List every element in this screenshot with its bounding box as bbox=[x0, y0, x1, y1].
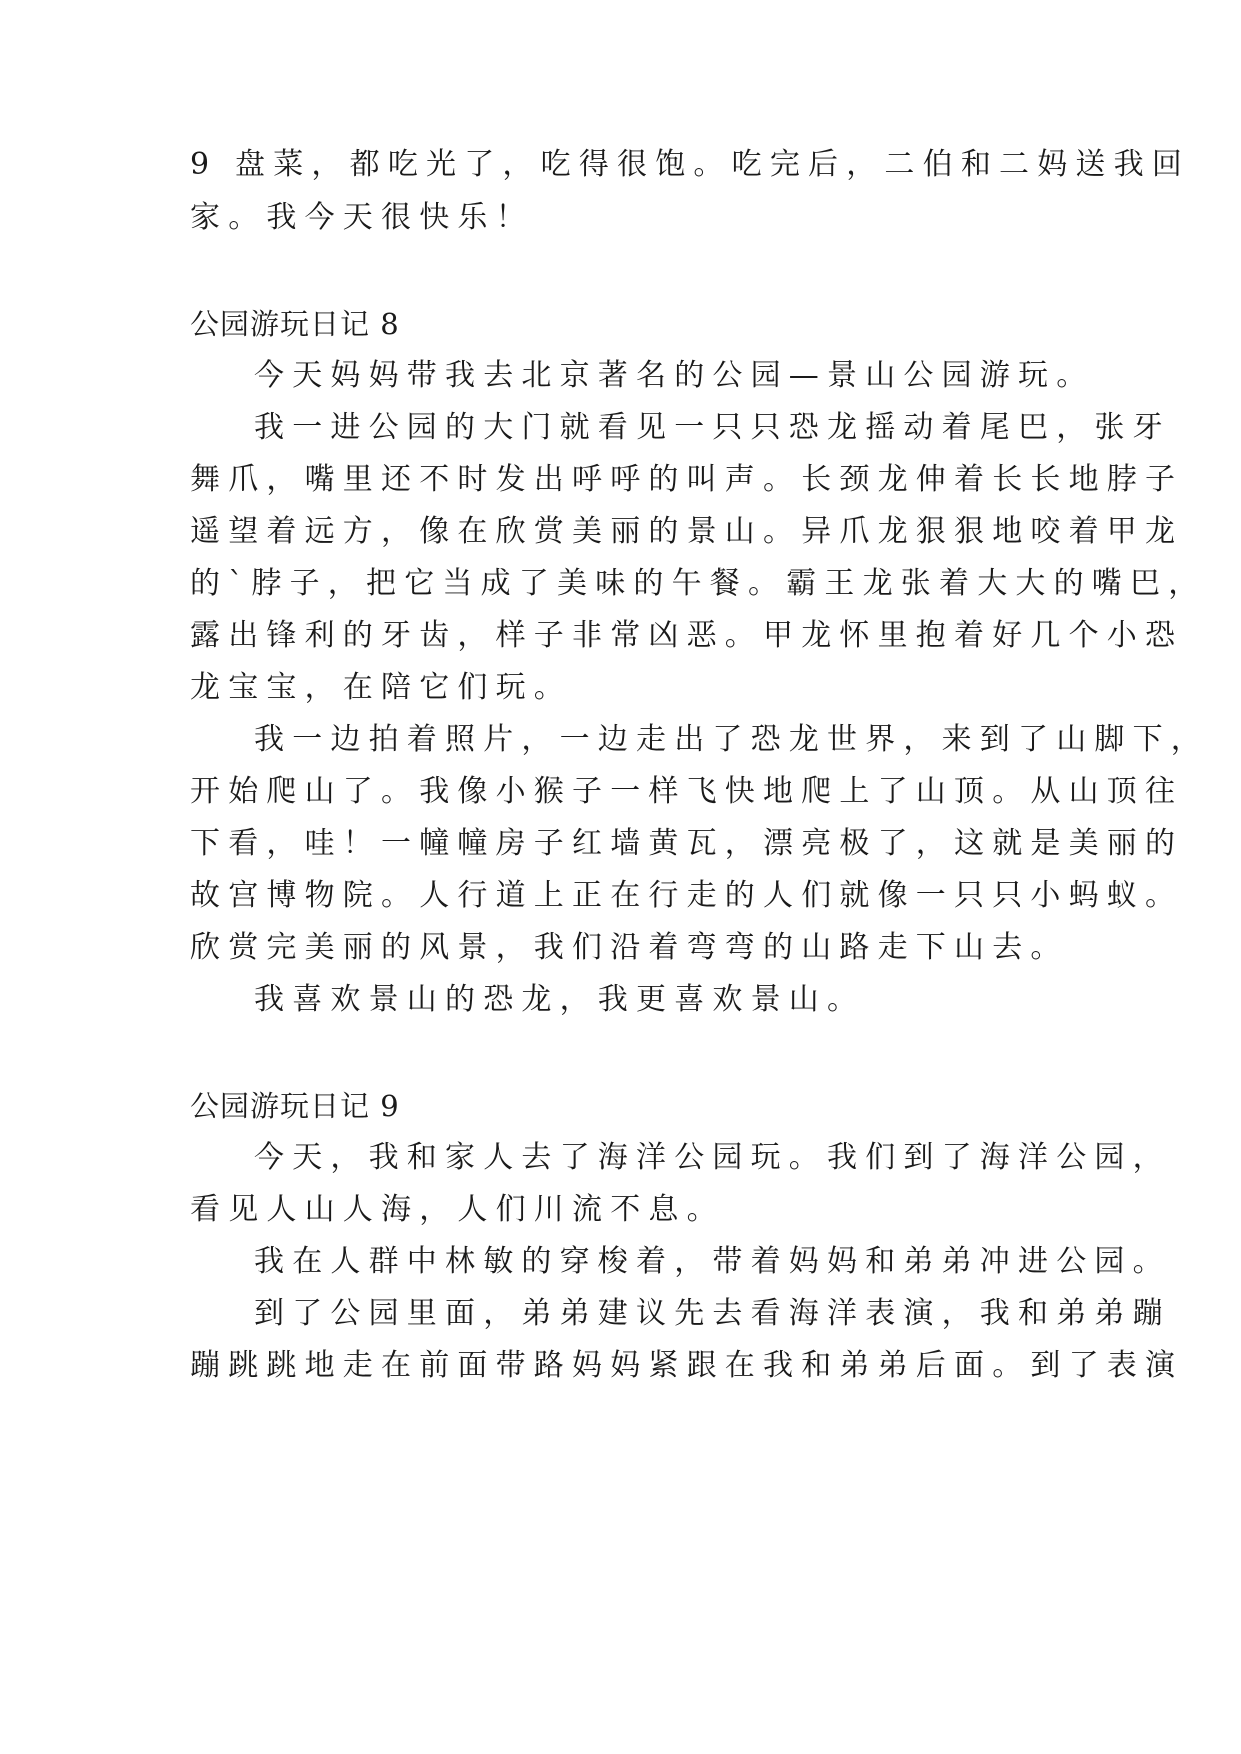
diary9-line-3: 我在人群中林敏的穿梭着，带着妈妈和弟弟冲进公园。 bbox=[254, 1244, 1171, 1279]
diary8-line-4: 遥望着远方，像在欣赏美丽的景山。异爪龙狠狠地咬着甲龙 bbox=[190, 514, 1184, 549]
diary9-line-4: 到了公园里面，弟弟建议先去看海洋表演，我和弟弟蹦 bbox=[254, 1296, 1171, 1331]
diary8-line-10: 下看，哇！一幢幢房子红墙黄瓦，漂亮极了，这就是美丽的 bbox=[190, 826, 1184, 861]
diary8-line-5: 的`脖子，把它当成了美味的午餐。霸王龙张着大大的嘴巴， bbox=[190, 566, 1207, 601]
diary8-line-7: 龙宝宝，在陪它们玩。 bbox=[190, 670, 572, 705]
diary9-title: 公园游玩日记 9 bbox=[190, 1089, 400, 1123]
diary9-line-2: 看见人山人海，人们川流不息。 bbox=[190, 1192, 725, 1227]
intro-line-2: 家。我今天很快乐！ bbox=[190, 200, 534, 235]
diary8-line-13: 我喜欢景山的恐龙，我更喜欢景山。 bbox=[254, 982, 866, 1017]
diary8-line-1: 今天妈妈带我去北京著名的公园—景山公园游玩。 bbox=[254, 358, 1095, 393]
diary8-line-6: 露出锋利的牙齿，样子非常凶恶。甲龙怀里抱着好几个小恐 bbox=[190, 618, 1184, 653]
diary9-line-1: 今天，我和家人去了海洋公园玩。我们到了海洋公园， bbox=[254, 1140, 1171, 1175]
diary8-line-3: 舞爪，嘴里还不时发出呼呼的叫声。长颈龙伸着长长地脖子 bbox=[190, 462, 1184, 497]
diary8-line-8: 我一边拍着照片，一边走出了恐龙世界，来到了山脚下， bbox=[254, 722, 1209, 757]
diary8-line-9: 开始爬山了。我像小猴子一样飞快地爬上了山顶。从山顶往 bbox=[190, 774, 1184, 809]
diary8-line-2: 我一进公园的大门就看见一只只恐龙摇动着尾巴，张牙 bbox=[254, 410, 1171, 445]
diary8-title: 公园游玩日记 8 bbox=[190, 307, 400, 341]
diary8-line-12: 欣赏完美丽的风景，我们沿着弯弯的山路走下山去。 bbox=[190, 930, 1069, 965]
diary8-line-11: 故宫博物院。人行道上正在行走的人们就像一只只小蚂蚁。 bbox=[190, 878, 1184, 913]
intro-line-1: 9 盘菜，都吃光了，吃得很饱。吃完后，二伯和二妈送我回 bbox=[190, 147, 1191, 182]
diary9-line-5: 蹦跳跳地走在前面带路妈妈紧跟在我和弟弟后面。到了表演 bbox=[190, 1348, 1184, 1383]
